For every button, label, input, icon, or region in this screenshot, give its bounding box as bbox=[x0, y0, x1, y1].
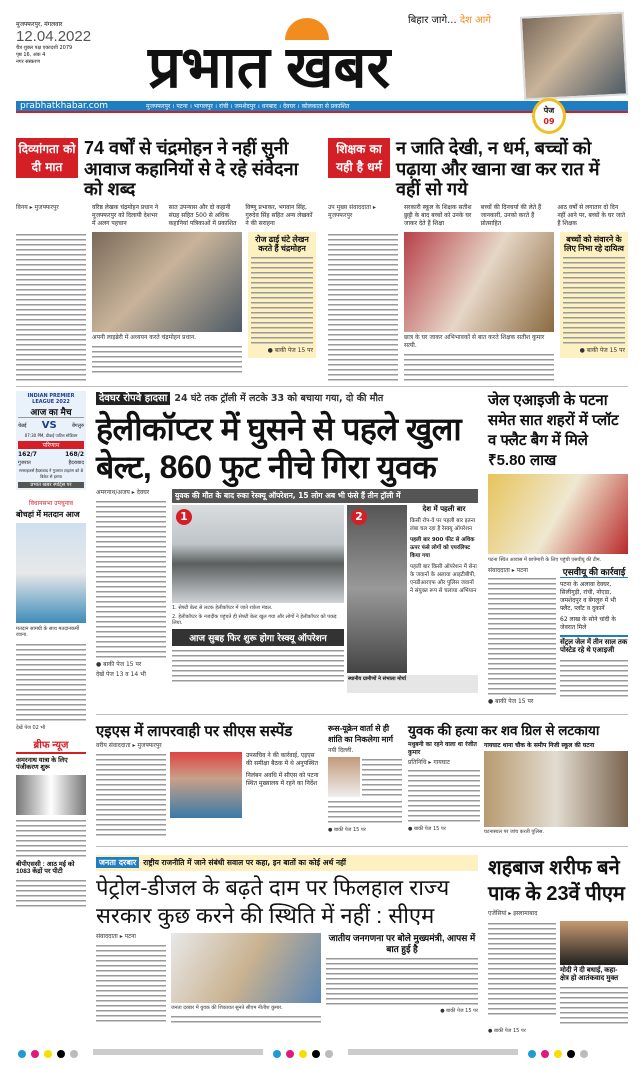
body-text bbox=[362, 757, 402, 797]
photo-teacher-visit bbox=[404, 232, 554, 332]
byline: संवाददाता ▸ पटना bbox=[488, 566, 528, 574]
body-text bbox=[408, 768, 480, 824]
continued[interactable]: ● बाकी पेज 15 पर bbox=[96, 660, 142, 668]
body-text bbox=[560, 658, 628, 698]
pak-headline[interactable]: शहबाज शरीफ बने पाक के 23वें पीएम bbox=[488, 857, 625, 906]
photo-modi bbox=[328, 757, 360, 797]
team: चेन्नई bbox=[18, 422, 27, 429]
byline: एजेंसियां ▸ इस्लामाबाद bbox=[488, 910, 538, 918]
story-tag: दिव्यांगता को दी मात bbox=[16, 138, 78, 178]
result-title: परिणाम bbox=[18, 441, 84, 449]
vs-label: VS bbox=[41, 420, 57, 432]
issue-date: 12.04.2022 bbox=[16, 28, 92, 45]
body-text bbox=[172, 648, 344, 684]
murder-story bbox=[408, 723, 628, 835]
continued[interactable]: ● बाकी पेज 15 पर bbox=[488, 698, 534, 706]
team: हैदराबाद bbox=[68, 460, 84, 467]
story-teacher bbox=[328, 138, 628, 382]
lead-kicker bbox=[96, 391, 478, 407]
body-text bbox=[404, 352, 554, 382]
kicker-text: 24 घंटे तक ट्रॉली में लटके 33 को बचाया गया, दो की मौत bbox=[174, 393, 384, 405]
tagline-part: देश आगे bbox=[459, 15, 491, 26]
jail-headline[interactable]: जेल एआइजी के पटना समेत सात शहरों में प्लॉट व फ्लैट बैग में मिले ₹5.80 लाख bbox=[488, 392, 619, 470]
byline: वरीय संवाददाता ▸ मुजफ्फरपुर bbox=[96, 742, 162, 750]
body-text bbox=[16, 878, 86, 908]
score: 168/2 bbox=[65, 451, 84, 459]
sidebar-title: बच्चों को संवारने के लिए निभा रहे दायित्व bbox=[564, 235, 624, 254]
kicker-tag: देवघर रोपवे हादसा bbox=[96, 392, 170, 405]
murder-kicker: गायघाट थाना चौक के समीप निजी स्कूल की घटना bbox=[484, 741, 595, 749]
body-text bbox=[16, 232, 86, 382]
continued[interactable]: ● बाकी पेज 15 पर bbox=[408, 826, 446, 833]
masthead-meta bbox=[16, 20, 106, 66]
bullet: निलंबन अवधि में सीएस को पटना स्थित मुख्यालय में रहने का निर्देश bbox=[246, 772, 319, 788]
match-time: 07:30 PM, डीवाई पाटिल स्टेडियम bbox=[24, 433, 78, 439]
continued[interactable]: ● बाकी पेज 15 पर bbox=[440, 1007, 478, 1014]
byline: नयी दिल्ली. bbox=[328, 747, 354, 755]
registration-bar bbox=[348, 1049, 518, 1055]
body-text bbox=[16, 818, 86, 858]
website-link[interactable]: prabhatkhabar.com bbox=[20, 101, 109, 111]
body-text bbox=[328, 799, 402, 825]
kicker-text: राष्ट्रीय राजनीति में जाने संबंधी सवाल पर कहा, इन बातों का कोई अर्थ नहीं bbox=[143, 858, 346, 868]
lead-story bbox=[96, 391, 478, 693]
continued[interactable]: ● बाकी पेज 15 पर bbox=[579, 347, 625, 355]
caption: घटनास्थल पर जांच करती पुलिस. bbox=[484, 828, 544, 835]
bullet: बच्चों की दिनचर्या की लेते हैं जानकारी, उनको करते हैं प्रोत्साहित bbox=[480, 204, 542, 228]
headline[interactable]: 74 वर्षों से चंद्रमोहन ने नहीं सुनी आवाज कहानियों से दे रहे संवेदना को शब्द bbox=[84, 138, 299, 200]
body-text bbox=[16, 642, 86, 722]
meta-line: पृष्ठ 16, अंक 4 bbox=[16, 52, 46, 58]
registration-bar bbox=[93, 1049, 263, 1055]
page-thumbnail[interactable] bbox=[520, 11, 628, 100]
lower-page bbox=[16, 391, 628, 1035]
body-text bbox=[488, 576, 556, 696]
sidebar-box bbox=[560, 232, 628, 358]
photo-number: 1 bbox=[176, 509, 192, 525]
photo-janta-darbar bbox=[171, 933, 321, 1003]
caption: पटना स्थित आवास में छापेमारी के लिए पहुंची एसवीयू की टीम. bbox=[488, 557, 602, 564]
body-text bbox=[326, 956, 478, 1006]
photo-banner: युवक की मौत के बाद रुका रेस्क्यू ऑपरेशन, 15 लोग अब भी फंसे हैं तीन ट्रॉली में bbox=[172, 489, 478, 503]
kicker-tag: जनता दरबार bbox=[96, 857, 139, 868]
petrol-headline[interactable]: पेट्रोल-डीजल के बढ़ते दाम पर फिलहाल राज्य सरकार कुछ करने की स्थिति में नहीं : सीएम bbox=[96, 875, 450, 929]
svu-box bbox=[560, 567, 628, 698]
bullet: 62 लाख के सोने चांदी के जेवरात मिले bbox=[560, 615, 616, 631]
russia-story bbox=[328, 723, 402, 833]
see-also[interactable]: देखें पेज 13 व 14 भी bbox=[96, 670, 146, 678]
score: 162/7 bbox=[18, 451, 37, 459]
caste-census-headline[interactable]: जातीय जनगणना पर बोले मुख्यमंत्री, आपस में बात हुई है bbox=[328, 933, 476, 954]
first-time-box bbox=[410, 505, 478, 595]
byline: प्रतिनिधि ▸ गायघाट bbox=[408, 758, 450, 766]
photo-caption: 1. सेफ्टी बेल्ट से लटक हेलीकॉप्टर में जाते राकेश मंडल. bbox=[172, 605, 273, 612]
page-badge-label: पेज bbox=[543, 106, 555, 115]
jail-story bbox=[488, 391, 628, 706]
caption: अपनी लाइब्रेरी में अध्ययन करते चंद्रमोहन प्रधान. bbox=[92, 334, 197, 342]
sub-headline: सेंट्रल जेल में तीन साल तक पोस्टेड रहे थे एआइजी bbox=[560, 635, 628, 655]
photo-helicopter-2 bbox=[347, 505, 407, 673]
registration-marks bbox=[273, 1043, 338, 1062]
photo-amarnath bbox=[16, 775, 86, 815]
bullet: मधुबनी का रहने वाला था रंजीत कुमार bbox=[408, 740, 477, 756]
continued[interactable]: ● बाकी पेज 15 पर bbox=[328, 826, 366, 833]
bullet: पटना के अलावा देवघर, सिलीगुड़ी, रांची, नोएडा, जमशेदपुर व बेंगलुरु में भी फ्लैट, प्लॉट व दुकानें bbox=[560, 580, 616, 612]
left-column bbox=[16, 391, 86, 908]
brief-item-title[interactable]: बीपीएससी : आठ मई को 1083 केंद्रों पर पीटी bbox=[16, 860, 75, 875]
box-title: एसवीयू की कार्रवाई bbox=[560, 567, 628, 578]
continued[interactable]: ● बाकी पेज 15 पर bbox=[488, 1028, 526, 1035]
registration-strip bbox=[18, 1043, 628, 1062]
headline[interactable]: न जाति देखी, न धर्म, बच्चों को पढ़ाया और खाना खा कर रात में वहीं सो गये bbox=[396, 138, 600, 200]
photo-police bbox=[484, 751, 628, 827]
petrol-kicker bbox=[96, 855, 478, 871]
brief-title: ब्रीफ न्यूज bbox=[16, 740, 86, 754]
byline: विनय ▸ मुजफ्फरपुर bbox=[16, 204, 59, 212]
bullet: सरकारी स्कूल के शिक्षक सतीश छुट्टी के बाद बच्चों को उनके घर जाकर देते हैं शिक्षा bbox=[404, 204, 472, 228]
team: बेंगलुरु bbox=[71, 422, 84, 429]
bullet: सात उपन्यास और दो कहानी संग्रह सहित 500 से अधिक कहानियां पत्रिकाओं में प्रकाशित bbox=[168, 204, 237, 228]
meta-line: नगर संस्करण bbox=[16, 59, 41, 65]
brief-item-title[interactable]: अमरनाथ यात्रा के लिए पंजीकरण शुरू bbox=[16, 756, 68, 772]
body-text bbox=[96, 752, 166, 838]
byline: अमरनाथ/अजय ▸ देवघर bbox=[96, 489, 150, 497]
registration-marks bbox=[528, 1043, 593, 1062]
ipl-box bbox=[16, 391, 86, 490]
bullet: विष्णु प्रभाकर, भगवान सिंह, गुरुदेव सिंह सहित अन्य लेखकों ने की सराहना bbox=[245, 204, 313, 228]
body-text bbox=[92, 344, 242, 374]
bochaha-kicker: विधानसभा उपचुनाव bbox=[29, 500, 73, 508]
murder-headline[interactable]: युवक की हत्या कर शव ग्रिल से लटकाया bbox=[408, 723, 600, 739]
caption: छात्र के घर जाकर अभिभावकों से बात करते शिक्षक सतीश कुमार सत्यी. bbox=[404, 334, 545, 349]
petrol-story bbox=[96, 855, 478, 1024]
modi-congrats-headline[interactable]: मोदी ने दी बधाई, कहा- क्षेत्र हो आतंकवाद मुक्त bbox=[560, 967, 619, 983]
note-title: स्थानीय ग्रामीणों ने संभाला मोर्चा bbox=[348, 676, 406, 683]
rescue-subhead: आज सुबह फिर शुरू होगा रेस्क्यू ऑपरेशन bbox=[172, 629, 344, 646]
bullet: आठ वर्षों से लगातार दो दिन नहीं आने पर, बच्चों के घर जाते हैं शिक्षक bbox=[557, 204, 626, 228]
tagline-part: बिहार जागे... bbox=[408, 15, 457, 26]
continued[interactable]: ● बाकी पेज 15 पर bbox=[267, 347, 313, 355]
tagline bbox=[408, 12, 491, 26]
see-also[interactable]: देखें पेज 02 भी bbox=[16, 724, 46, 731]
match-summary: सनराइजर्स हैदराबाद ने गुजरात टाइटंस को 8 विकेट से हराया bbox=[18, 468, 83, 480]
bullet: पहली बार 900 फीट से अधिक ऊपर फंसे लोगों को एयरलिफ्ट किया गया bbox=[410, 537, 475, 560]
divider bbox=[96, 846, 628, 847]
lead-headline[interactable]: हेलीकॉप्टर में घुसने से पहले खुला बेल्ट, 860 फुट नीचे गिरा युवक bbox=[96, 411, 462, 486]
aes-story bbox=[96, 723, 322, 838]
body-text bbox=[563, 255, 625, 345]
bullet: उपसचिव ने की कार्रवाई, एइएस की समीक्षा बैठक में थे अनुपस्थित bbox=[246, 752, 319, 768]
byline: संवाददाता ▸ पटना bbox=[96, 933, 136, 941]
sports-link[interactable]: प्रभात खबर स्पोर्ट्स पर bbox=[18, 482, 84, 488]
body-text bbox=[96, 943, 166, 1023]
main-area bbox=[96, 391, 628, 1035]
body-text bbox=[171, 1014, 321, 1024]
divider bbox=[16, 386, 628, 387]
registration-marks bbox=[18, 1043, 83, 1062]
body-text bbox=[488, 921, 556, 1017]
sidebar-title: रोज ढाई घंटे लेखन करते हैं चंद्रमोहन bbox=[255, 235, 309, 254]
bullet: वरिष्ठ लेखक चंद्रमोहन प्रधान ने मुजफ्फरपुर को दिलायी देशभर में अलग पहचान bbox=[92, 204, 159, 228]
russia-headline[interactable]: रूस-यूक्रेन वार्ता से ही शांति का निकलेगा मार्ग bbox=[328, 724, 394, 745]
story-hearing bbox=[16, 138, 316, 382]
divider bbox=[96, 714, 628, 715]
meta-line: चैत्र शुक्ल पक्ष एकादशी 2079 bbox=[16, 45, 73, 51]
photo-shehbaz bbox=[560, 921, 628, 965]
body-text bbox=[560, 985, 628, 1025]
body-text bbox=[328, 232, 398, 382]
byline: उप मुख्य संवाददाता ▸ मुजफ्फरपुर bbox=[328, 204, 376, 219]
photo-polling-staff bbox=[16, 523, 86, 623]
bullet: पहली बार किसी ऑपरेशन में सेना के जवानों के अलावा आइटीबीपी, एनडीआरएफ और पुलिस जवानों ने संयुक्त रूप से चलाया अभियान bbox=[410, 564, 477, 595]
story-tag: शिक्षक का यही है धर्म bbox=[328, 138, 390, 178]
bottom-note bbox=[347, 675, 478, 693]
aes-headline[interactable]: एइएस में लापरवाही पर सीएस सस्पेंड bbox=[96, 723, 293, 741]
city-day: मुजफ्फरपुर, मंगलवार bbox=[16, 21, 63, 28]
bullet: किसी रोप-वे पर पहली बार इतना लंबा चल रहा है रेस्क्यू ऑपरेशन bbox=[410, 518, 476, 533]
box-title: देश में पहली बार bbox=[422, 505, 466, 514]
caption: जनता दरबार में युवक की शिकायत सुनते सीएम नीतीश कुमार. bbox=[171, 1005, 283, 1012]
masthead bbox=[0, 0, 640, 138]
newspaper-logo: प्रभात खबर bbox=[148, 35, 391, 100]
pak-story bbox=[488, 855, 628, 1034]
caption: मतदान सामग्री के साथ मतदानकर्मी रवाना. bbox=[16, 625, 80, 639]
photo-chandramohan bbox=[92, 232, 242, 332]
bochaha-headline[interactable]: बोचहां में मतदान आज bbox=[16, 510, 80, 520]
photo-caption: 2. हेलीकॉप्टर के नजदीक पहुंचते ही सेफ्टी बेल्ट खुल गया और लोगों ने हेलीकॉप्टर को पकड़ लिया. bbox=[172, 613, 337, 627]
page-badge-number: 09 bbox=[543, 117, 555, 126]
photo-cs bbox=[170, 752, 242, 818]
photo-number: 2 bbox=[351, 509, 367, 525]
team: गुजरात bbox=[18, 460, 31, 467]
photo-helicopter-1 bbox=[172, 505, 344, 603]
top-stories bbox=[16, 138, 628, 382]
body-text bbox=[251, 255, 313, 345]
ipl-title: आज का मैच bbox=[18, 407, 84, 418]
page-badge bbox=[532, 98, 566, 134]
sidebar-box bbox=[248, 232, 316, 358]
editions-list: मुजफ्फरपुर । पटना । भागलपुर । रांची । जमशेदपुर । धनबाद । देवघर । कोलकाता से प्रकाशित bbox=[146, 103, 350, 110]
body-text bbox=[96, 499, 166, 659]
ipl-logo: INDIAN PREMIER LEAGUE 2022 bbox=[27, 393, 75, 406]
photo-svu-raid bbox=[488, 474, 628, 554]
